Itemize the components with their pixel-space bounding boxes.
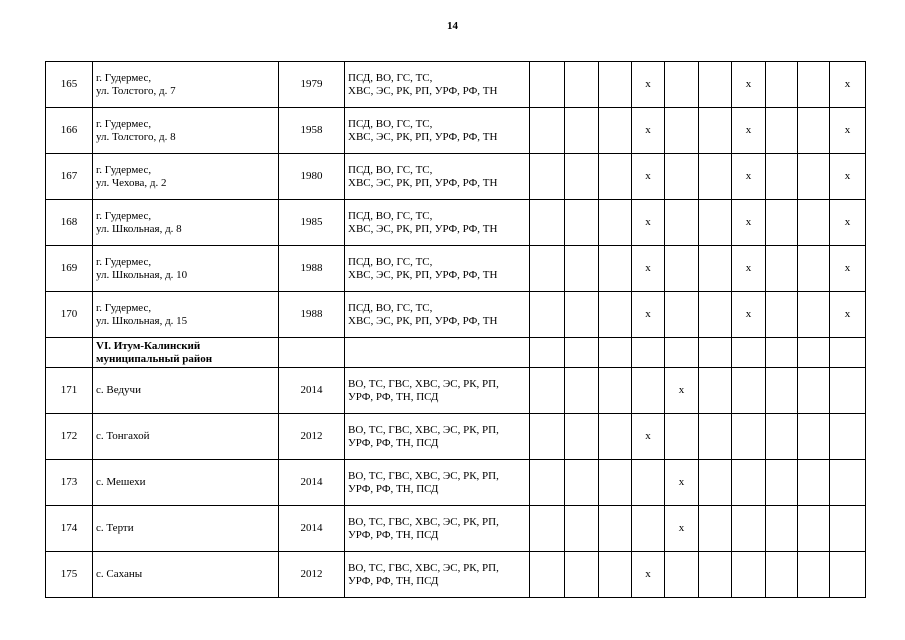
mark-cell <box>798 200 830 246</box>
address-line: с. Мешехи <box>96 476 146 488</box>
address-line: ул. Школьная, д. 15 <box>96 314 188 327</box>
mark-cell: x <box>732 108 766 154</box>
works-line: ПСД, ВО, ГС, ТС, <box>348 71 433 84</box>
works-line: ВО, ТС, ГВС, ХВС, ЭС, РК, РП, <box>348 515 499 528</box>
mark-cell <box>798 414 830 460</box>
year-cell: 1958 <box>279 108 345 154</box>
year-cell: 2014 <box>279 368 345 414</box>
mark-cell <box>830 552 866 598</box>
address-cell <box>93 552 279 598</box>
address-line: с. Ведучи <box>96 384 141 396</box>
mark-cell <box>732 552 766 598</box>
year-cell: 2012 <box>279 552 345 598</box>
mark-cell <box>565 368 599 414</box>
mark-cell <box>830 506 866 552</box>
mark-cell: x <box>632 154 665 200</box>
mark-cell <box>766 246 798 292</box>
mark-cell <box>798 292 830 338</box>
mark-cell <box>699 200 732 246</box>
works-line: ПСД, ВО, ГС, ТС, <box>348 255 433 268</box>
address-cell <box>93 200 279 246</box>
row-number-cell <box>46 338 93 368</box>
year-cell: 1979 <box>279 62 345 108</box>
mark-cell <box>530 62 565 108</box>
table-row <box>46 506 866 552</box>
address-cell <box>93 62 279 108</box>
works-cell <box>345 62 530 108</box>
mark-cell <box>830 338 866 368</box>
mark-cell <box>530 200 565 246</box>
works-cell <box>345 368 530 414</box>
mark-cell <box>599 460 632 506</box>
works-line: ВО, ТС, ГВС, ХВС, ЭС, РК, РП, <box>348 561 499 574</box>
row-number: 174 <box>46 506 93 552</box>
mark-cell <box>699 246 732 292</box>
works-cell <box>345 154 530 200</box>
mark-cell: x <box>632 62 665 108</box>
works-line: ХВС, ЭС, РК, РП, УРФ, РФ, ТН <box>348 130 498 143</box>
works-line: ВО, ТС, ГВС, ХВС, ЭС, РК, РП, <box>348 469 499 482</box>
mark-cell <box>665 552 699 598</box>
mark-cell: x <box>732 292 766 338</box>
address-line: г. Гудермес, <box>96 301 152 314</box>
mark-cell <box>699 62 732 108</box>
works-line: ПСД, ВО, ГС, ТС, <box>348 301 433 314</box>
address-line: г. Гудермес, <box>96 71 152 84</box>
mark-cell <box>732 338 766 368</box>
table-row <box>46 62 866 108</box>
mark-cell <box>530 460 565 506</box>
mark-cell <box>699 414 732 460</box>
table-row <box>46 200 866 246</box>
mark-cell <box>766 108 798 154</box>
mark-cell: x <box>632 246 665 292</box>
mark-cell <box>665 62 699 108</box>
row-number: 168 <box>46 200 93 246</box>
mark-cell <box>599 338 632 368</box>
row-number: 170 <box>46 292 93 338</box>
works-line: ХВС, ЭС, РК, РП, УРФ, РФ, ТН <box>348 222 498 235</box>
mark-cell <box>599 414 632 460</box>
row-number: 169 <box>46 246 93 292</box>
mark-cell <box>565 414 599 460</box>
page-number: 14 <box>447 20 458 32</box>
mark-cell <box>699 154 732 200</box>
mark-cell <box>665 292 699 338</box>
mark-cell <box>565 154 599 200</box>
mark-cell <box>599 506 632 552</box>
mark-cell: x <box>632 200 665 246</box>
mark-cell <box>665 108 699 154</box>
section-title-line: муниципальный район <box>96 352 213 365</box>
row-number: 167 <box>46 154 93 200</box>
address-cell <box>93 414 279 460</box>
works-cell <box>345 292 530 338</box>
works-line: ХВС, ЭС, РК, РП, УРФ, РФ, ТН <box>348 176 498 189</box>
works-cell <box>345 460 530 506</box>
address-cell <box>93 154 279 200</box>
mark-cell: x <box>830 108 866 154</box>
year-cell: 2012 <box>279 414 345 460</box>
mark-cell <box>565 460 599 506</box>
mark-cell <box>699 368 732 414</box>
works-cell <box>345 246 530 292</box>
mark-cell <box>766 200 798 246</box>
mark-cell: x <box>665 506 699 552</box>
mark-cell <box>530 292 565 338</box>
address-cell <box>93 368 279 414</box>
mark-cell <box>766 506 798 552</box>
mark-cell <box>732 506 766 552</box>
mark-cell: x <box>632 552 665 598</box>
works-line: ПСД, ВО, ГС, ТС, <box>348 117 433 130</box>
mark-cell <box>699 292 732 338</box>
mark-cell <box>530 246 565 292</box>
address-line: ул. Толстого, д. 8 <box>96 130 176 143</box>
section-row <box>46 338 866 368</box>
works-line: ПСД, ВО, ГС, ТС, <box>348 163 433 176</box>
section-title <box>93 338 279 368</box>
address-cell <box>93 246 279 292</box>
mark-cell <box>632 506 665 552</box>
mark-cell <box>798 108 830 154</box>
year-cell: 2014 <box>279 460 345 506</box>
mark-cell <box>766 62 798 108</box>
mark-cell <box>565 338 599 368</box>
table-row <box>46 292 866 338</box>
table-row <box>46 154 866 200</box>
mark-cell <box>798 338 830 368</box>
works-cell <box>345 338 530 368</box>
table-row <box>46 460 866 506</box>
works-line: УРФ, РФ, ТН, ПСД <box>348 390 439 403</box>
mark-cell <box>530 414 565 460</box>
mark-cell: x <box>632 414 665 460</box>
address-cell <box>93 292 279 338</box>
mark-cell: x <box>632 108 665 154</box>
mark-cell <box>565 552 599 598</box>
mark-cell <box>830 368 866 414</box>
mark-cell: x <box>732 246 766 292</box>
mark-cell <box>599 246 632 292</box>
address-line: ул. Толстого, д. 7 <box>96 84 176 97</box>
mark-cell <box>699 506 732 552</box>
mark-cell <box>798 506 830 552</box>
address-line: г. Гудермес, <box>96 209 152 222</box>
row-number: 173 <box>46 460 93 506</box>
year-cell: 1988 <box>279 246 345 292</box>
mark-cell: x <box>732 62 766 108</box>
mark-cell <box>599 552 632 598</box>
mark-cell: x <box>830 292 866 338</box>
mark-cell <box>766 338 798 368</box>
mark-cell <box>565 246 599 292</box>
mark-cell <box>565 506 599 552</box>
mark-cell <box>665 154 699 200</box>
works-cell <box>345 506 530 552</box>
year-cell: 1988 <box>279 292 345 338</box>
mark-cell <box>699 338 732 368</box>
mark-cell <box>798 460 830 506</box>
mark-cell <box>565 108 599 154</box>
mark-cell <box>798 62 830 108</box>
mark-cell <box>766 292 798 338</box>
mark-cell <box>565 200 599 246</box>
mark-cell <box>665 200 699 246</box>
works-cell <box>345 108 530 154</box>
address-line: г. Гудермес, <box>96 117 152 130</box>
table-row <box>46 552 866 598</box>
mark-cell <box>565 62 599 108</box>
row-number: 165 <box>46 62 93 108</box>
mark-cell <box>732 368 766 414</box>
mark-cell <box>732 414 766 460</box>
mark-cell <box>632 338 665 368</box>
mark-cell: x <box>830 246 866 292</box>
mark-cell <box>766 460 798 506</box>
mark-cell <box>599 108 632 154</box>
mark-cell <box>665 338 699 368</box>
mark-cell <box>766 414 798 460</box>
table-row <box>46 414 866 460</box>
works-line: ХВС, ЭС, РК, РП, УРФ, РФ, ТН <box>348 314 498 327</box>
row-number: 175 <box>46 552 93 598</box>
mark-cell: x <box>830 154 866 200</box>
table-row <box>46 108 866 154</box>
address-line: с. Тонгахой <box>96 430 150 442</box>
mark-cell <box>565 292 599 338</box>
works-line: ВО, ТС, ГВС, ХВС, ЭС, РК, РП, <box>348 377 499 390</box>
row-number: 166 <box>46 108 93 154</box>
mark-cell <box>766 552 798 598</box>
mark-cell <box>530 154 565 200</box>
works-line: УРФ, РФ, ТН, ПСД <box>348 436 439 449</box>
section-title-line: VI. Итум-Калинский <box>96 339 201 352</box>
mark-cell <box>830 414 866 460</box>
mark-cell <box>632 460 665 506</box>
table-row <box>46 246 866 292</box>
mark-cell <box>530 552 565 598</box>
mark-cell <box>699 460 732 506</box>
address-line: с. Терти <box>96 522 134 534</box>
mark-cell: x <box>665 368 699 414</box>
works-line: ХВС, ЭС, РК, РП, УРФ, РФ, ТН <box>348 84 498 97</box>
mark-cell <box>665 414 699 460</box>
registry-table <box>45 61 866 598</box>
works-line: ПСД, ВО, ГС, ТС, <box>348 209 433 222</box>
mark-cell <box>732 460 766 506</box>
address-line: г. Гудермес, <box>96 255 152 268</box>
mark-cell: x <box>830 200 866 246</box>
address-line: ул. Школьная, д. 8 <box>96 222 182 235</box>
mark-cell: x <box>830 62 866 108</box>
year-cell: 1980 <box>279 154 345 200</box>
mark-cell <box>665 246 699 292</box>
mark-cell <box>599 62 632 108</box>
mark-cell <box>798 368 830 414</box>
mark-cell <box>766 154 798 200</box>
mark-cell <box>798 246 830 292</box>
mark-cell: x <box>732 154 766 200</box>
works-cell <box>345 414 530 460</box>
mark-cell <box>530 506 565 552</box>
address-line: с. Саханы <box>96 568 143 580</box>
year-cell <box>279 338 345 368</box>
mark-cell <box>699 552 732 598</box>
address-line: ул. Школьная, д. 10 <box>96 268 188 281</box>
address-cell <box>93 460 279 506</box>
works-line: УРФ, РФ, ТН, ПСД <box>348 574 439 587</box>
year-cell: 2014 <box>279 506 345 552</box>
mark-cell <box>599 200 632 246</box>
year-cell: 1985 <box>279 200 345 246</box>
row-number: 171 <box>46 368 93 414</box>
mark-cell <box>530 338 565 368</box>
row-number: 172 <box>46 414 93 460</box>
mark-cell <box>798 552 830 598</box>
mark-cell: x <box>632 292 665 338</box>
mark-cell <box>530 368 565 414</box>
works-line: ВО, ТС, ГВС, ХВС, ЭС, РК, РП, <box>348 423 499 436</box>
mark-cell <box>599 292 632 338</box>
table-row <box>46 368 866 414</box>
address-cell <box>93 506 279 552</box>
mark-cell <box>699 108 732 154</box>
works-line: УРФ, РФ, ТН, ПСД <box>348 482 439 495</box>
mark-cell <box>798 154 830 200</box>
works-line: ХВС, ЭС, РК, РП, УРФ, РФ, ТН <box>348 268 498 281</box>
works-cell <box>345 552 530 598</box>
works-line: УРФ, РФ, ТН, ПСД <box>348 528 439 541</box>
address-line: ул. Чехова, д. 2 <box>96 176 167 189</box>
mark-cell: x <box>732 200 766 246</box>
address-cell <box>93 108 279 154</box>
address-line: г. Гудермес, <box>96 163 152 176</box>
mark-cell <box>632 368 665 414</box>
mark-cell <box>766 368 798 414</box>
mark-cell <box>530 108 565 154</box>
mark-cell <box>830 460 866 506</box>
mark-cell: x <box>665 460 699 506</box>
mark-cell <box>599 368 632 414</box>
works-cell <box>345 200 530 246</box>
mark-cell <box>599 154 632 200</box>
